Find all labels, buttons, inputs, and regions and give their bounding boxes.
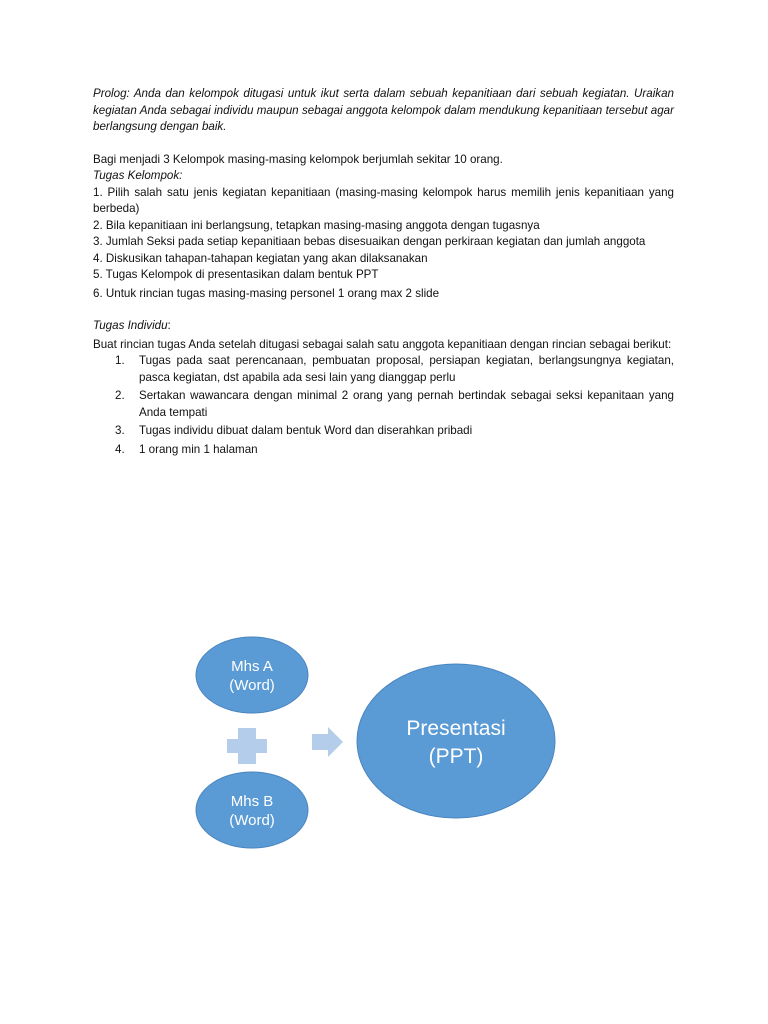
node-presentasi-line2: (PPT)	[428, 745, 484, 768]
item-text: Sertakan wawancara dengan minimal 2 orang yang pernah bertindak sebagai seksi kepanitaan yang Anda tempati	[139, 389, 674, 419]
group-task-item: 2. Bila kepanitiaan ini berlangsung, tetapkan masing-masing anggota dengan tugasnya	[93, 218, 540, 232]
node-mhs-a-line2: (Word)	[229, 677, 275, 694]
node-mhs-b	[196, 772, 308, 848]
item-number: 1.	[115, 354, 125, 367]
node-mhs-b-line2: (Word)	[229, 812, 275, 829]
group-task-item: 4. Diskusikan tahapan-tahapan kegiatan yang akan dilaksanakan	[93, 251, 428, 265]
group-task-item: 3. Jumlah Seksi pada setiap kepanitiaan bebas disesuaikan dengan perkiraan kegiatan dan jumlah anggota	[93, 235, 646, 248]
item-number: 3.	[115, 424, 125, 437]
node-presentasi	[357, 664, 555, 818]
node-mhs-b-line1: Mhs B	[230, 793, 274, 810]
node-mhs-a-line1: Mhs A	[231, 658, 273, 675]
item-text: Tugas pada saat perencanaan, pembuatan proposal, persiapan kegiatan, berlangsungnya kegiatan, pasca kegiatan, dst apabila ada sesi lain yang dianggap perlu	[139, 354, 674, 384]
group-task-item: 5. Tugas Kelompok di presentasikan dalam bentuk PPT	[93, 268, 379, 281]
node-mhs-a	[196, 637, 308, 713]
item-number: 4.	[115, 442, 125, 456]
plus-icon	[227, 728, 267, 764]
item-text: 1 orang min 1 halaman	[139, 442, 258, 456]
group-heading: Tugas Kelompok:	[93, 169, 183, 182]
arrow-right-icon	[312, 727, 343, 757]
node-presentasi-line1: Presentasi	[406, 717, 506, 740]
item-text: Tugas individu dibuat dalam bentuk Word dan diserahkan pribadi	[139, 424, 473, 437]
group-task-item: 1. Pilih salah satu jenis kegiatan kepanitiaan (masing-masing kelompok harus memilih jenis kepanitiaan yang berbeda)	[93, 185, 674, 215]
prolog-paragraph: Prolog: Anda dan kelompok ditugasi untuk ikut serta dalam sebuah kepanitiaan dari sebuah kegiatan. Uraikan kegiatan Anda sebagai individu maupun sebagai anggota kelompok dalam mendukung kepanitiaan tersebut agar berlangsung dengan baik.	[93, 87, 674, 133]
item-number: 2.	[115, 389, 125, 402]
group-intro: Bagi menjadi 3 Kelompok masing-masing kelompok berjumlah sekitar 10 orang.	[93, 152, 503, 166]
individual-heading-label: Tugas Individu	[93, 319, 168, 332]
individual-heading-colon: :	[167, 319, 171, 332]
individual-intro: Buat rincian tugas Anda setelah ditugasi sebagai salah satu anggota kepanitiaan dengan rincian sebagai berikut:	[93, 337, 672, 351]
group-task-item: 6. Untuk rincian tugas masing-masing personel 1 orang max 2 slide	[93, 286, 440, 300]
